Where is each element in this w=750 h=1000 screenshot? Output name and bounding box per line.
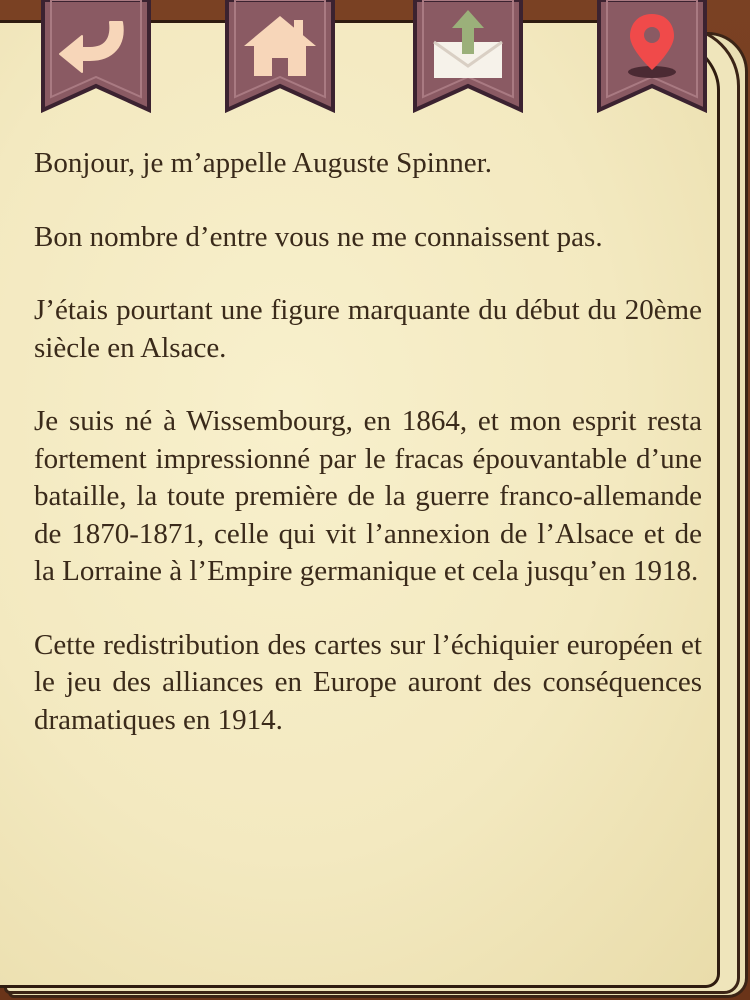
mail-upload-icon — [412, 0, 524, 100]
story-text — [34, 145, 702, 775]
paragraph-greeting: Bonjour, je m’appelle Auguste Spinner. — [34, 147, 492, 179]
share-button[interactable] — [412, 0, 524, 113]
paragraph-consequences: Cette redistribution des cartes sur l’échiquier européen et le jeu des alliances en Europe auront des conséquences dramatiques en 1914. — [34, 628, 702, 736]
home-button[interactable] — [224, 0, 336, 113]
paragraph-intro: Bon nombre d’entre vous ne me connaissent pas. — [34, 220, 603, 253]
paragraph-figure: J’étais pourtant une figure marquante du début du 20ème siècle en Alsace. — [34, 294, 702, 364]
map-pin-icon — [596, 0, 708, 100]
paragraph-birth: Je suis né à Wissembourg, en 1864, et mon esprit resta fortement impressionné par le fracas épouvantable d’une bataille, la toute première de la guerre franco-allemande de 1870-1871, celle qui vit l’annexion de l’Alsace et de la Lorraine à l’Empire germanique et cela jusqu’en 1918. — [34, 405, 702, 587]
location-button[interactable] — [596, 0, 708, 113]
back-button[interactable] — [40, 0, 152, 113]
home-icon — [224, 0, 336, 100]
back-arrow-icon — [40, 0, 152, 100]
